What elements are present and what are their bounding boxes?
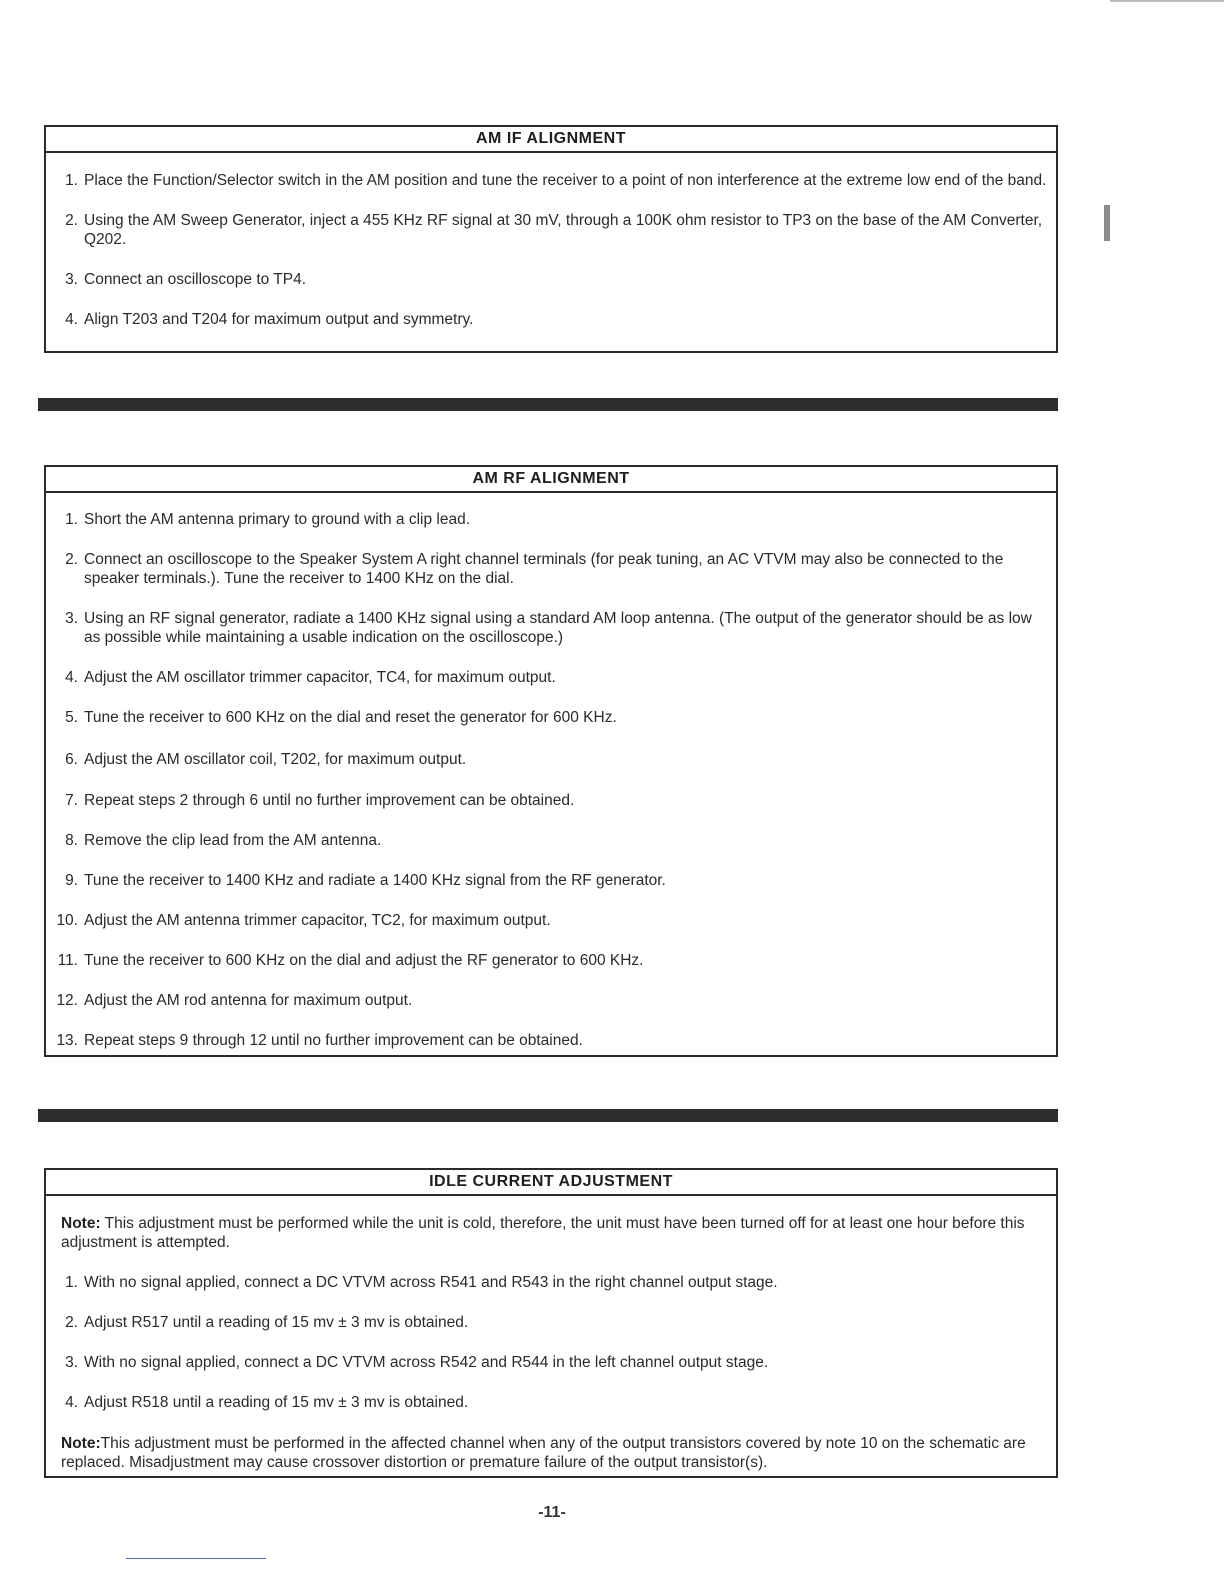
am-rf-step: 4. Adjust the AM oscillator trimmer capacitor, TC4, for maximum output. [65,669,556,686]
section-divider [38,398,1058,411]
note-top: Note: This adjustment must be performed while the unit is cold, therefore, the unit must have been turned off for at least one hour before this adjustment is attempted. [61,1215,1025,1251]
am-if-step: 1. Place the Function/Selector switch in the AM position and tune the receiver to a point of non interference at the extreme low end of the band. [65,172,1047,189]
am-rf-steps [46,493,1056,1050]
am-rf-step: 1. Short the AM antenna primary to ground with a clip lead. [65,511,470,528]
idle-step: 4. Adjust R518 until a reading of 15 mv ± 3 mv is obtained. [65,1394,469,1411]
idle-current-adjustment-section [44,1168,1058,1478]
idle-step: 3. With no signal applied, connect a DC VTVM across R542 and R544 in the left channel output stage. [65,1354,769,1371]
am-if-alignment-title: AM IF ALIGNMENT [46,127,1056,153]
section-divider [38,1109,1058,1122]
am-rf-step: 7. Repeat steps 2 through 6 until no further improvement can be obtained. [65,792,575,809]
am-rf-step: 11. Tune the receiver to 600 KHz on the dial and adjust the RF generator to 600 KHz. [57,952,644,969]
scan-artifact [126,1558,266,1559]
scan-artifact [1110,0,1224,2]
am-rf-step: 5. Tune the receiver to 600 KHz on the dial and reset the generator for 600 KHz. [65,709,617,726]
am-rf-step: 12. Adjust the AM rod antenna for maximum output. [56,992,413,1009]
am-rf-step: 13. Repeat steps 9 through 12 until no further improvement can be obtained. [56,1032,583,1049]
am-if-step: 4. Align T203 and T204 for maximum output and symmetry. [65,311,474,328]
am-rf-step: 6. Adjust the AM oscillator coil, T202, for maximum output. [65,751,467,768]
am-if-alignment-section [44,125,1058,353]
idle-steps [46,1273,1056,1412]
am-rf-step: 3. Using an RF signal generator, radiate a 1400 KHz signal using a standard AM loop antenna. (The output of the generator should be as low as possible while maintaining a usable indication on the oscilloscope.) [65,610,1032,646]
scan-artifact [1104,205,1110,241]
idle-step: 1. With no signal applied, connect a DC VTVM across R541 and R543 in the right channel output stage. [65,1274,778,1291]
am-rf-step: 10. Adjust the AM antenna trimmer capacitor, TC2, for maximum output. [56,912,551,929]
am-rf-alignment-section [44,465,1058,1057]
idle-current-adjustment-title: IDLE CURRENT ADJUSTMENT [46,1170,1056,1196]
am-rf-step: 9. Tune the receiver to 1400 KHz and radiate a 1400 KHz signal from the RF generator. [65,872,666,889]
note-bottom: Note:This adjustment must be performed in the affected channel when any of the output transistors covered by note 10 on the schematic are replaced. Misadjustment may cause crossover distortion or premature failure of the output transistor(s). [61,1435,1026,1471]
idle-step: 2. Adjust R517 until a reading of 15 mv ± 3 mv is obtained. [65,1314,469,1331]
page-number: -11- [538,1504,566,1521]
am-if-step: 3. Connect an oscilloscope to TP4. [65,271,307,288]
am-rf-step: 2. Connect an oscilloscope to the Speaker System A right channel terminals (for peak tuning, an AC VTVM may also be connected to the speaker terminals.). Tune the receiver to 1400 KHz on the dial. [65,551,1004,587]
am-if-steps [46,153,1056,329]
am-rf-alignment-title: AM RF ALIGNMENT [46,467,1056,493]
am-rf-step: 8. Remove the clip lead from the AM antenna. [65,832,382,849]
am-if-step: 2. Using the AM Sweep Generator, inject a 455 KHz RF signal at 30 mV, through a 100K ohm resistor to TP3 on the base of the AM Converter, Q202. [65,212,1043,248]
